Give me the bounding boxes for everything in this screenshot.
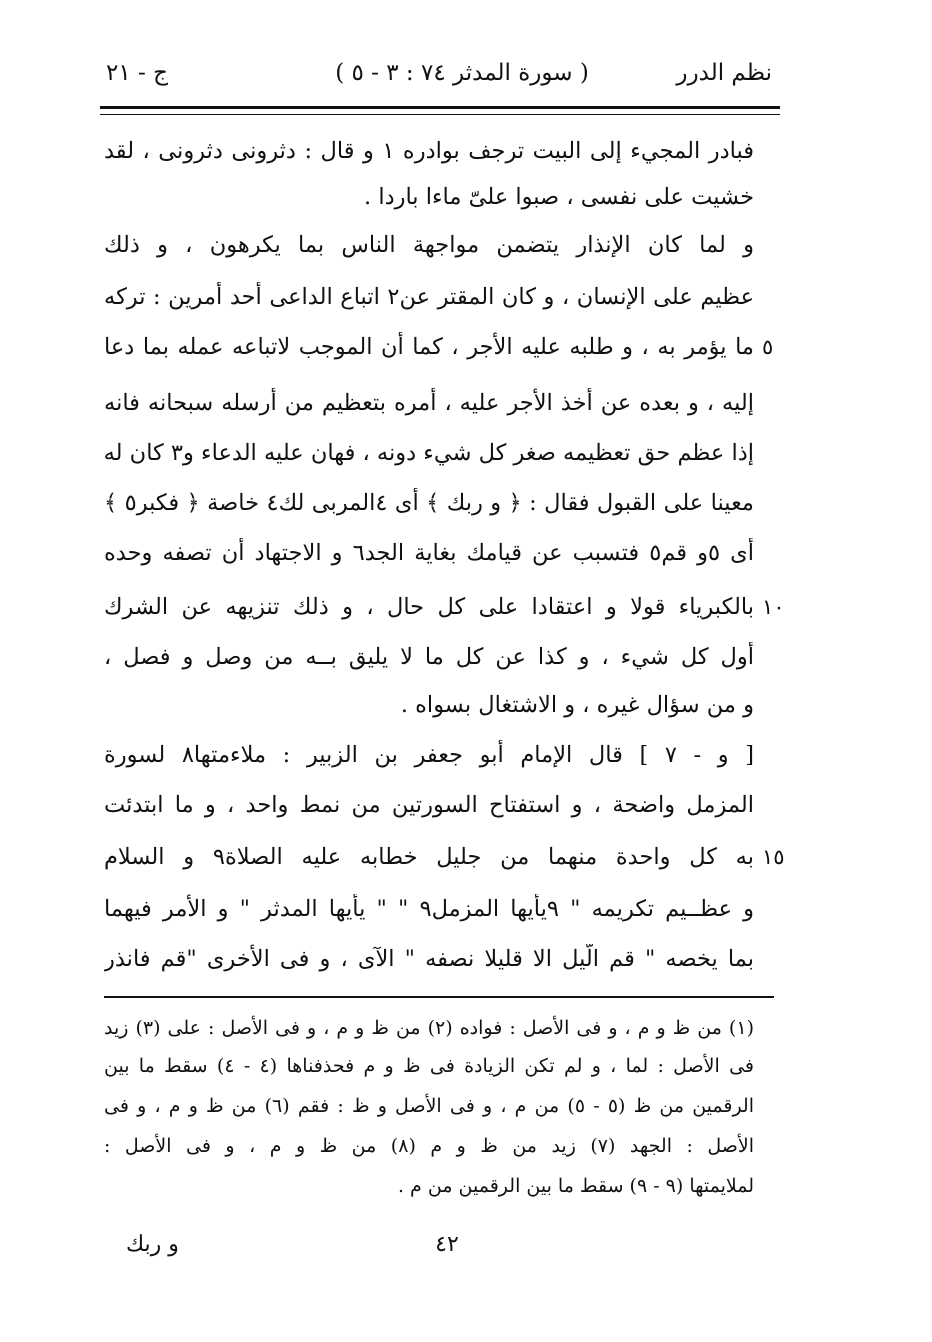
body-line: و من سؤال غيره ، و الاشتغال بسواه .: [400, 692, 754, 718]
header-rule-thick: [100, 106, 780, 109]
body-line: بما يخصه " قم الّيل الا قليلا نصفه " الآى ، و فى الأخرى "قم فانذر: [104, 946, 754, 972]
footnote-line: لملايمتها (٩ - ٩) سقط ما بين الرقمين من م .: [397, 1175, 754, 1197]
catchword: و ربك: [126, 1232, 179, 1257]
body-line: إليه ، و بعده عن أخذ الأجر عليه ، أمره بتعظيم من أرسله سبحانه فانه: [104, 390, 754, 416]
body-line: خشيت على نفسى ، صبوا علىّ ماءا باردا .: [364, 184, 754, 210]
body-line: أى ٥و قم٥ فتسبب عن قيامك بغاية الجد٦ و الاجتهاد أن تصفه وحده: [104, 540, 754, 566]
body-line: بالكبرياء قولا و اعتقادا على كل حال ، و ذلك تنزيهه عن الشرك: [104, 594, 754, 620]
footnote-line: الأصل : الجهد (٧) زيد من ظ و م (٨) من ظ و م ، و فى الأصل :: [104, 1135, 754, 1157]
body-line: معينا على القبول فقال : ﴿ و ربك ﴾ أى ٤المربى لك٤ خاصة ﴿ فكبر٥ ﴾: [104, 490, 754, 516]
page-number: ٤٢: [435, 1232, 459, 1257]
footnote-line: (١) من ظ و م ، و فى الأصل : فواده (٢) من ظ و م ، و فى الأصل : على (٣) زيد: [104, 1017, 754, 1039]
body-line: و لما كان الإنذار يتضمن مواجهة الناس بما يكرهون ، و ذلك: [104, 232, 754, 258]
body-line: به كل واحدة منهما من جليل خطابه عليه الصلاة٩ و السلام: [104, 844, 754, 870]
body-line: و عظــيم تكريمه " ٩يأيها المزمل٩ " " يأيها المدثر " و الأمر فيهما: [104, 896, 754, 922]
line-number: ١٥: [762, 845, 785, 869]
body-line: عظيم على الإنسان ، و كان المقتر عن٢ اتباع الداعى أحد أمرين : تركه: [104, 284, 754, 310]
footnote-rule: [104, 996, 774, 998]
footnote-line: فى الأصل : لما ، و لم تكن الزيادة فى ظ و م فحذفناها (٤ - ٤) سقط ما بين: [104, 1055, 754, 1077]
body-line: فبادر المجيء إلى البيت ترجف بوادره ١ و قال : دثرونى دثرونى ، لقد: [104, 138, 754, 164]
body-line: ما يؤمر به ، و طلبه عليه الأجر ، كما أن الموجب لاتباعه عمله بما دعا: [104, 334, 754, 360]
running-title: نظم الدرر: [676, 60, 772, 86]
line-number: ١٠: [762, 595, 785, 619]
header-rule-thin: [100, 114, 780, 115]
body-line: المزمل واضحة ، و استفتاح السورتين من نمط واحد ، و ما ابتدئت: [104, 792, 754, 818]
footnote-line: الرقمين من ظ (٥ - ٥) من م ، و فى الأصل و ظ : فقم (٦) من ظ و م ، و فى: [104, 1095, 754, 1117]
line-number: ٥: [762, 335, 774, 359]
body-line: إذا عظم حق تعظيمه صغر كل شيء دونه ، فهان عليه الدعاء و٣ كان له: [104, 440, 754, 466]
body-line: [ و - ٧ ] قال الإمام أبو جعفر بن الزبير : ملاءمتها٨ لسورة: [104, 742, 754, 768]
surah-reference: ( سورة المدثر ٧٤ : ٣ - ٥ ): [335, 60, 589, 86]
volume-label: ج - ٢١: [106, 60, 168, 86]
body-line: أول كل شيء ، و كذا عن كل ما لا يليق بــه من وصل و فصل ،: [104, 644, 754, 670]
